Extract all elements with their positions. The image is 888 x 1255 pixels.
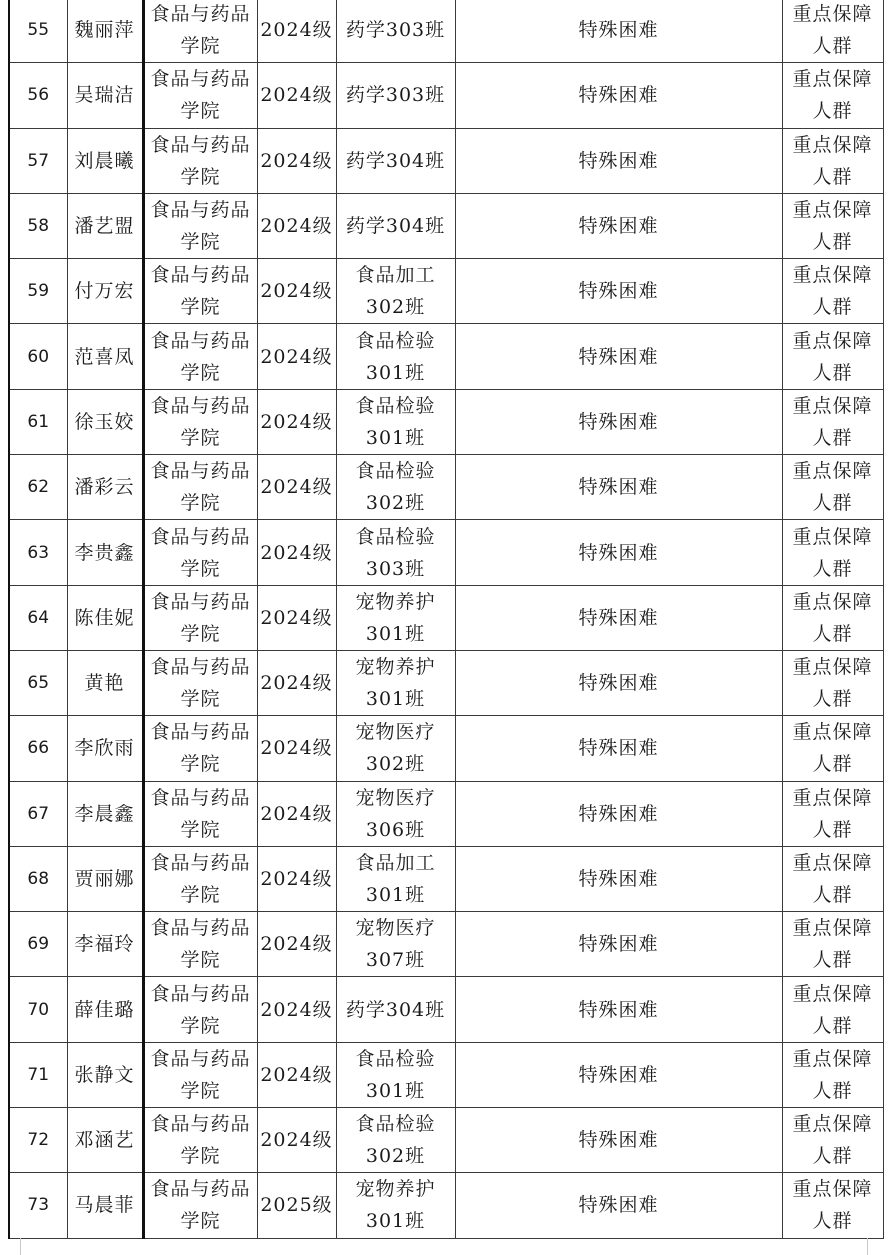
difficulty-type-cell: 特殊困难 [455,1173,782,1238]
page-corner-mark-left [20,1238,21,1255]
grade-year-cell: 2024级 [257,63,336,128]
table-row [9,324,883,389]
grade-year-cell: 2024级 [257,846,336,911]
difficulty-type-cell: 特殊困难 [455,912,782,977]
table-row [9,1173,883,1238]
college-name-cell: 食品与药品学院 [143,650,257,715]
college-name-cell: 食品与药品学院 [143,977,257,1042]
support-group-cell: 重点保障人群 [782,585,883,650]
support-group-cell: 重点保障人群 [782,1042,883,1107]
row-number-cell: 72 [9,1108,67,1173]
class-name-cell: 药学304班 [336,977,455,1042]
difficulty-type-cell: 特殊困难 [455,193,782,258]
student-table [8,0,884,1239]
difficulty-type-cell: 特殊困难 [455,63,782,128]
student-name-cell: 李福玲 [67,912,143,977]
college-name-cell: 食品与药品学院 [143,193,257,258]
college-name-cell: 食品与药品学院 [143,0,257,63]
student-name-cell: 黄艳 [67,650,143,715]
support-group-cell: 重点保障人群 [782,324,883,389]
grade-year-cell: 2024级 [257,259,336,324]
row-number-cell: 63 [9,520,67,585]
table-row [9,0,883,63]
support-group-cell: 重点保障人群 [782,455,883,520]
grade-year-cell: 2024级 [257,193,336,258]
difficulty-type-cell: 特殊困难 [455,977,782,1042]
table-row [9,128,883,193]
class-name-cell: 药学304班 [336,193,455,258]
row-number-cell: 61 [9,389,67,454]
support-group-cell: 重点保障人群 [782,1108,883,1173]
table-row [9,520,883,585]
table-row [9,846,883,911]
difficulty-type-cell: 特殊困难 [455,0,782,63]
student-name-cell: 薛佳璐 [67,977,143,1042]
grade-year-cell: 2024级 [257,520,336,585]
row-number-cell: 71 [9,1042,67,1107]
row-number-cell: 64 [9,585,67,650]
student-name-cell: 魏丽萍 [67,0,143,63]
student-name-cell: 李欣雨 [67,716,143,781]
grade-year-cell: 2024级 [257,1108,336,1173]
row-number-cell: 69 [9,912,67,977]
grade-year-cell: 2024级 [257,0,336,63]
college-name-cell: 食品与药品学院 [143,716,257,781]
table-row [9,650,883,715]
difficulty-type-cell: 特殊困难 [455,455,782,520]
class-name-cell: 食品加工302班 [336,259,455,324]
table-row [9,585,883,650]
table-row [9,389,883,454]
college-name-cell: 食品与药品学院 [143,128,257,193]
difficulty-type-cell: 特殊困难 [455,128,782,193]
college-name-cell: 食品与药品学院 [143,63,257,128]
support-group-cell: 重点保障人群 [782,846,883,911]
class-name-cell: 食品检验301班 [336,324,455,389]
student-name-cell: 付万宏 [67,259,143,324]
class-name-cell: 宠物医疗307班 [336,912,455,977]
class-name-cell: 食品加工301班 [336,846,455,911]
grade-year-cell: 2024级 [257,716,336,781]
difficulty-type-cell: 特殊困难 [455,259,782,324]
college-name-cell: 食品与药品学院 [143,1042,257,1107]
row-number-cell: 55 [9,0,67,63]
grade-year-cell: 2024级 [257,1042,336,1107]
class-name-cell: 食品检验302班 [336,1108,455,1173]
class-name-cell: 药学303班 [336,0,455,63]
table-body [9,0,883,1238]
student-name-cell: 李贵鑫 [67,520,143,585]
student-name-cell: 吴瑞洁 [67,63,143,128]
class-name-cell: 食品检验302班 [336,455,455,520]
student-name-cell: 潘艺盟 [67,193,143,258]
row-number-cell: 57 [9,128,67,193]
support-group-cell: 重点保障人群 [782,259,883,324]
row-number-cell: 68 [9,846,67,911]
college-name-cell: 食品与药品学院 [143,259,257,324]
table-row [9,63,883,128]
grade-year-cell: 2024级 [257,585,336,650]
table-row [9,912,883,977]
support-group-cell: 重点保障人群 [782,650,883,715]
grade-year-cell: 2024级 [257,455,336,520]
student-name-cell: 刘晨曦 [67,128,143,193]
class-name-cell: 宠物养护301班 [336,650,455,715]
difficulty-type-cell: 特殊困难 [455,781,782,846]
difficulty-type-cell: 特殊困难 [455,1042,782,1107]
support-group-cell: 重点保障人群 [782,781,883,846]
difficulty-type-cell: 特殊困难 [455,520,782,585]
class-name-cell: 宠物医疗306班 [336,781,455,846]
grade-year-cell: 2024级 [257,389,336,454]
row-number-cell: 59 [9,259,67,324]
difficulty-type-cell: 特殊困难 [455,650,782,715]
class-name-cell: 药学303班 [336,63,455,128]
class-name-cell: 宠物医疗302班 [336,716,455,781]
class-name-cell: 食品检验303班 [336,520,455,585]
support-group-cell: 重点保障人群 [782,128,883,193]
row-number-cell: 67 [9,781,67,846]
support-group-cell: 重点保障人群 [782,389,883,454]
student-name-cell: 徐玉姣 [67,389,143,454]
support-group-cell: 重点保障人群 [782,977,883,1042]
student-name-cell: 范喜凤 [67,324,143,389]
class-name-cell: 食品检验301班 [336,389,455,454]
table-row [9,977,883,1042]
student-name-cell: 潘彩云 [67,455,143,520]
difficulty-type-cell: 特殊困难 [455,389,782,454]
grade-year-cell: 2024级 [257,650,336,715]
row-number-cell: 66 [9,716,67,781]
college-name-cell: 食品与药品学院 [143,455,257,520]
grade-year-cell: 2024级 [257,977,336,1042]
student-name-cell: 张静文 [67,1042,143,1107]
support-group-cell: 重点保障人群 [782,912,883,977]
difficulty-type-cell: 特殊困难 [455,1108,782,1173]
college-name-cell: 食品与药品学院 [143,846,257,911]
support-group-cell: 重点保障人群 [782,716,883,781]
grade-year-cell: 2024级 [257,128,336,193]
table-row [9,1108,883,1173]
support-group-cell: 重点保障人群 [782,63,883,128]
table-row [9,716,883,781]
grade-year-cell: 2024级 [257,324,336,389]
college-name-cell: 食品与药品学院 [143,1108,257,1173]
student-name-cell: 贾丽娜 [67,846,143,911]
difficulty-type-cell: 特殊困难 [455,585,782,650]
class-name-cell: 宠物养护301班 [336,1173,455,1238]
row-number-cell: 60 [9,324,67,389]
row-number-cell: 65 [9,650,67,715]
table-row [9,1042,883,1107]
college-name-cell: 食品与药品学院 [143,520,257,585]
row-number-cell: 58 [9,193,67,258]
grade-year-cell: 2024级 [257,781,336,846]
grade-year-cell: 2024级 [257,912,336,977]
difficulty-type-cell: 特殊困难 [455,324,782,389]
support-group-cell: 重点保障人群 [782,193,883,258]
table-row [9,455,883,520]
student-name-cell: 陈佳妮 [67,585,143,650]
college-name-cell: 食品与药品学院 [143,912,257,977]
row-number-cell: 56 [9,63,67,128]
class-name-cell: 食品检验301班 [336,1042,455,1107]
difficulty-type-cell: 特殊困难 [455,846,782,911]
row-number-cell: 62 [9,455,67,520]
page-corner-mark-right [867,1238,868,1255]
table-row [9,193,883,258]
row-number-cell: 73 [9,1173,67,1238]
student-name-cell: 李晨鑫 [67,781,143,846]
support-group-cell: 重点保障人群 [782,520,883,585]
college-name-cell: 食品与药品学院 [143,585,257,650]
class-name-cell: 药学304班 [336,128,455,193]
college-name-cell: 食品与药品学院 [143,389,257,454]
college-name-cell: 食品与药品学院 [143,781,257,846]
row-number-cell: 70 [9,977,67,1042]
support-group-cell: 重点保障人群 [782,0,883,63]
college-name-cell: 食品与药品学院 [143,324,257,389]
student-name-cell: 马晨菲 [67,1173,143,1238]
table-row [9,781,883,846]
class-name-cell: 宠物养护301班 [336,585,455,650]
student-name-cell: 邓涵艺 [67,1108,143,1173]
table-row [9,259,883,324]
difficulty-type-cell: 特殊困难 [455,716,782,781]
grade-year-cell: 2025级 [257,1173,336,1238]
college-name-cell: 食品与药品学院 [143,1173,257,1238]
support-group-cell: 重点保障人群 [782,1173,883,1238]
